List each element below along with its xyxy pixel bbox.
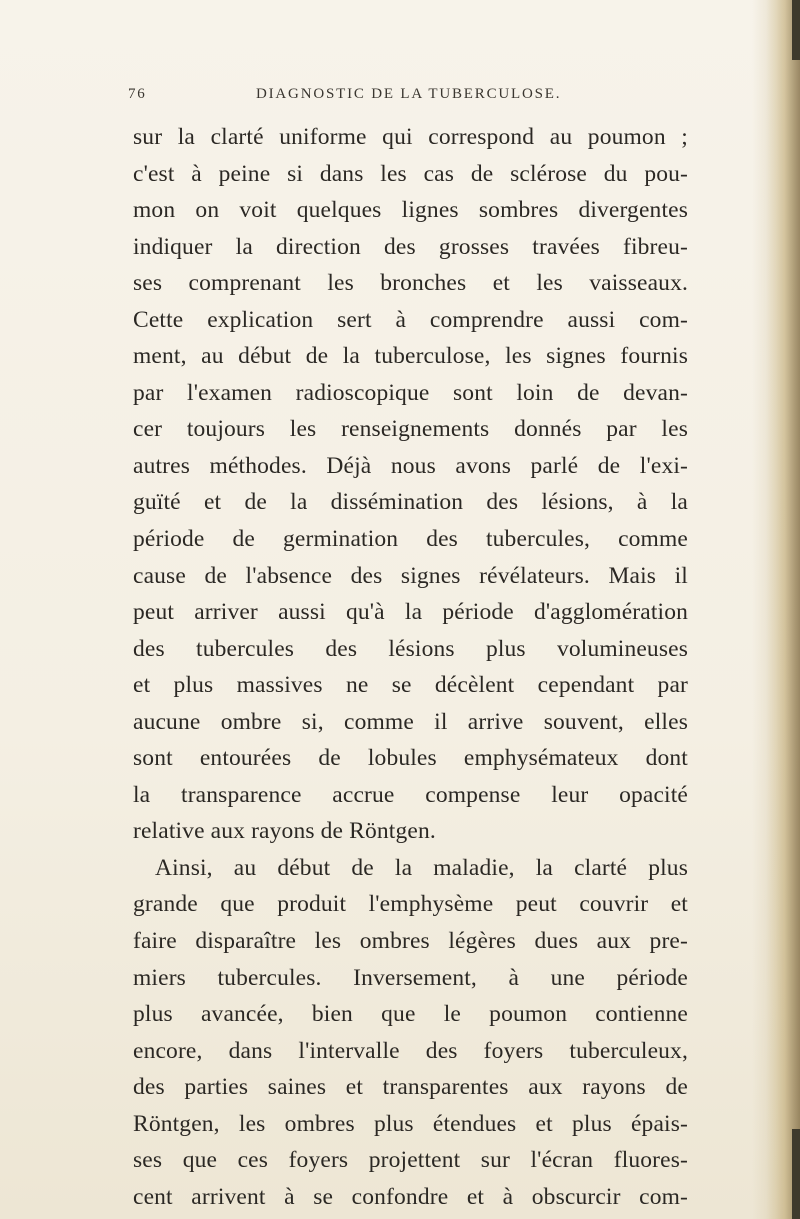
text-line: peut arriver aussi qu'à la période d'agglomération	[133, 599, 688, 626]
text-line: guïté et de la dissémination des lésions, à la	[133, 489, 688, 516]
text-line: aucune ombre si, comme il arrive souvent, elles	[133, 708, 688, 735]
body-text	[133, 119, 688, 1215]
text-line: grande que produit l'emphysème peut couvrir et	[133, 891, 688, 918]
page-edge-stain	[766, 0, 800, 1219]
text-line: cer toujours les renseignements donnés par les	[133, 416, 688, 443]
text-line: et plus massives ne se décèlent cependant par	[133, 672, 688, 699]
text-line: sur la clarté uniforme qui correspond au poumon ;	[133, 124, 688, 150]
text-line: cause de l'absence des signes révélateurs. Mais il	[133, 562, 688, 589]
running-title: DIAGNOSTIC DE LA TUBERCULOSE.	[256, 86, 562, 102]
text-line: ses comprenant les bronches et les vaisseaux.	[133, 270, 688, 297]
text-line: faire disparaître les ombres légères dues aux pre-	[133, 928, 688, 955]
text-line: plus avancée, bien que le poumon contienne	[133, 1001, 688, 1028]
text-line: Cette explication sert à comprendre aussi com-	[133, 306, 688, 333]
text-line: des tubercules des lésions plus volumineuses	[133, 635, 688, 662]
text-line: ment, au début de la tuberculose, les signes fournis	[133, 343, 688, 370]
running-head	[128, 86, 688, 110]
text-line: mon on voit quelques lignes sombres divergentes	[133, 197, 688, 224]
text-line: miers tubercules. Inversement, à une période	[133, 964, 688, 991]
text-line: cent arrivent à se confondre et à obscurcir com-	[133, 1183, 688, 1210]
page-number: 76	[128, 86, 147, 102]
page-edge-shadow-top	[792, 0, 800, 60]
text-line: encore, dans l'intervalle des foyers tuberculeux,	[133, 1037, 688, 1064]
text-line: sont entourées de lobules emphysémateux dont	[133, 745, 688, 772]
text-line-paragraph-start: Ainsi, au début de la maladie, la clarté plus	[155, 854, 688, 881]
text-line: autres méthodes. Déjà nous avons parlé de l'exi-	[133, 452, 688, 479]
page-edge-shadow-bottom	[792, 1129, 800, 1219]
text-line: la transparence accrue compense leur opacité	[133, 781, 688, 808]
text-line: des parties saines et transparentes aux rayons de	[133, 1074, 688, 1101]
text-line: Röntgen, les ombres plus étendues et plus épais-	[133, 1110, 688, 1137]
text-line: par l'examen radioscopique sont loin de devan-	[133, 379, 688, 406]
text-line: indiquer la direction des grosses travées fibreu-	[133, 233, 688, 260]
text-line: ses que ces foyers projettent sur l'écran fluores-	[133, 1147, 688, 1174]
text-line: c'est à peine si dans les cas de sclérose du pou-	[133, 160, 688, 187]
text-line-paragraph-end: relative aux rayons de Röntgen.	[133, 818, 436, 845]
text-line: période de germination des tubercules, comme	[133, 526, 688, 553]
